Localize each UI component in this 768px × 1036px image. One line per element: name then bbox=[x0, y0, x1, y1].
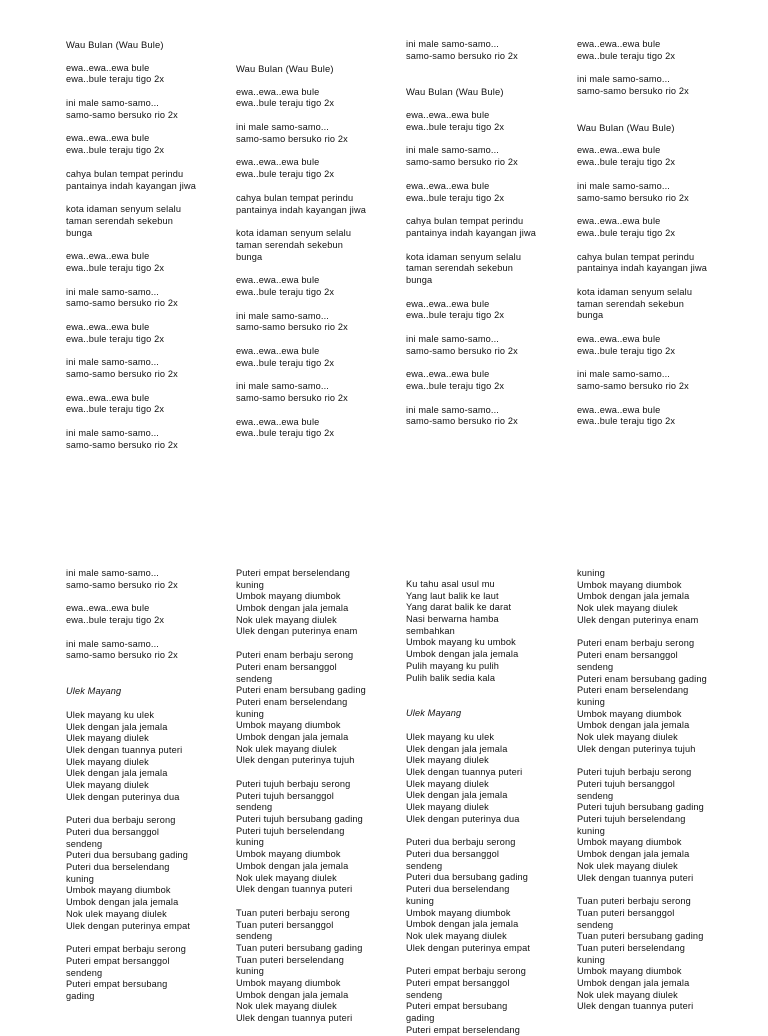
song-title: Wau Bulan (Wau Bule) bbox=[577, 121, 675, 133]
stanza-gap bbox=[66, 381, 232, 393]
lyric-line: samo-samo bersuko rio 2x bbox=[577, 192, 689, 203]
lyric-line: Puteri empat bersubang bbox=[406, 1001, 508, 1012]
stanza-gap bbox=[236, 145, 402, 157]
lyric-line: ewa..bule teraju tigo 2x bbox=[406, 310, 505, 321]
lyric-line: Umbok mayang diumbok bbox=[236, 720, 341, 731]
lyric-line: Nok ulek mayang diulek bbox=[577, 989, 678, 1000]
lyric-line: pantainya indah kayangan jiwa bbox=[577, 263, 708, 274]
lyric-line: taman serendah sekebun bbox=[406, 263, 513, 274]
stanza-gap bbox=[406, 684, 572, 696]
lyric-line: gading bbox=[406, 1013, 435, 1023]
lyric-line: samo-samo bersuko rio 2x bbox=[66, 369, 178, 380]
lyric-line: ewa..ewa..ewa bule bbox=[577, 145, 661, 156]
lyric-line: Puteri dua berbaju serong bbox=[66, 815, 176, 826]
lyric-line: Ulek dengan puterinya tujuh bbox=[577, 743, 696, 754]
stanza-gap bbox=[406, 954, 572, 966]
lyric-line: Ulek dengan tuannya puteri bbox=[236, 1013, 353, 1024]
lyric-line: Puteri empat bersanggol bbox=[66, 955, 170, 966]
lyric-line: cahya bulan tempat perindu bbox=[236, 192, 354, 203]
lyric-line: ewa..ewa..ewa bule bbox=[66, 251, 150, 262]
stanza-gap bbox=[577, 133, 743, 145]
top-column-4 bbox=[577, 39, 743, 428]
lyric-line: ewa..ewa..ewa bule bbox=[236, 157, 320, 168]
lyric-line: bunga bbox=[236, 251, 263, 262]
lyric-line: Nok ulek mayang diulek bbox=[66, 908, 167, 919]
stanza-gap bbox=[406, 287, 572, 299]
lyric-line: Ulek dengan jala jemala bbox=[406, 790, 508, 801]
lyric-line: ewa..bule teraju tigo 2x bbox=[406, 121, 505, 132]
lyric-line: sendeng bbox=[406, 860, 443, 871]
lyric-line: Puteri dua bersanggol bbox=[66, 827, 160, 837]
lyric-line: Puteri enam berselendang bbox=[577, 685, 689, 696]
lyric-line: Tuan puteri bersubang gading bbox=[236, 942, 363, 953]
lyric-line: Umbok dengan jala jemala bbox=[577, 720, 690, 731]
lyric-line: samo-samo bersuko rio 2x bbox=[406, 345, 518, 356]
lyric-line: Umbok dengan jala jemala bbox=[577, 849, 690, 860]
lyric-line: Ulek dengan tuannya puteri bbox=[406, 766, 523, 777]
lyric-line: ini male samo-samo... bbox=[236, 122, 330, 133]
lyric-line: Umbok dengan jala jemala bbox=[236, 989, 349, 1000]
lyric-line: samo-samo bersuko rio 2x bbox=[577, 86, 689, 97]
lyric-line: Tuan puteri berselendang bbox=[577, 942, 685, 953]
lyric-line: Nok ulek mayang diulek bbox=[236, 614, 337, 625]
stanza-gap bbox=[66, 275, 232, 287]
stanza-gap bbox=[406, 720, 572, 732]
lyric-line: Ulek dengan tuannya puteri bbox=[236, 884, 353, 895]
lyric-line: pantainya indah kayangan jiwa bbox=[66, 180, 197, 191]
stanza-gap bbox=[66, 86, 232, 98]
lyric-line: Ulek dengan puterinya empat bbox=[66, 920, 191, 931]
stanza-gap bbox=[66, 591, 232, 603]
stanza-gap bbox=[406, 696, 572, 708]
stanza-gap bbox=[66, 698, 232, 710]
lyric-line: kuning bbox=[66, 873, 94, 884]
song-title: Wau Bulan (Wau Bule) bbox=[236, 63, 334, 74]
stanza-gap bbox=[66, 239, 232, 251]
song-title: Wau Bulan (Wau Bule) bbox=[406, 86, 504, 98]
lyric-line: Yang laut balik ke laut bbox=[406, 590, 499, 601]
lyric-line: ini male samo-samo... bbox=[577, 180, 671, 191]
lyric-line: Puteri tujuh berbaju serong bbox=[577, 767, 692, 778]
lyric-line: ewa..bule teraju tigo 2x bbox=[406, 381, 505, 392]
lyric-line: Umbok dengan jala jemala bbox=[406, 919, 519, 930]
lyric-line: kuning bbox=[236, 708, 264, 719]
lyric-line: ini male samo-samo... bbox=[66, 638, 160, 649]
lyric-line: ewa..ewa..ewa bule bbox=[406, 298, 490, 309]
lyric-line: Pulih mayang ku pulih bbox=[406, 660, 500, 671]
lyric-line: ewa..bule teraju tigo 2x bbox=[236, 357, 335, 368]
stanza-gap bbox=[577, 884, 743, 896]
lyric-line: Ulek mayang ku ulek bbox=[406, 731, 495, 742]
lyric-line: Umbok dengan jala jemala bbox=[66, 897, 179, 908]
lyric-line: Puteri empat berselendang bbox=[406, 1024, 521, 1035]
lyric-line: Ulek dengan puterinya enam bbox=[236, 626, 358, 637]
stanza-gap bbox=[406, 74, 572, 86]
lyric-line: Ulek dengan puterinya dua bbox=[66, 791, 180, 802]
stanza-gap bbox=[66, 662, 232, 674]
stanza-gap bbox=[577, 62, 743, 74]
lyric-line: ewa..bule teraju tigo 2x bbox=[66, 404, 165, 415]
lyric-line: ewa..ewa..ewa bule bbox=[66, 133, 150, 144]
lyric-line: ewa..bule teraju tigo 2x bbox=[577, 50, 676, 61]
stanza-gap bbox=[577, 322, 743, 334]
lyric-line: Tuan puteri bersanggol bbox=[577, 907, 675, 918]
lyric-line: Puteri tujuh bersubang gading bbox=[236, 814, 363, 825]
lyric-line: Ku tahu asal usul mu bbox=[406, 579, 495, 589]
lyric-line: bunga bbox=[577, 310, 604, 321]
lyric-line: Tuan puteri bersubang gading bbox=[577, 931, 704, 942]
lyric-line: samo-samo bersuko rio 2x bbox=[406, 50, 518, 61]
lyric-line: Puteri dua bersubang gading bbox=[406, 872, 529, 883]
lyric-line: ini male samo-samo... bbox=[236, 381, 330, 392]
lyric-line: ini male samo-samo... bbox=[66, 428, 160, 439]
stanza-gap bbox=[406, 357, 572, 369]
stanza-gap bbox=[577, 204, 743, 216]
stanza-gap bbox=[236, 263, 402, 275]
lyric-line: Ulek mayang diulek bbox=[406, 802, 489, 812]
lyric-line: ewa..bule teraju tigo 2x bbox=[66, 333, 165, 344]
stanza-gap bbox=[66, 51, 232, 63]
lyric-line: Puteri tujuh berselendang bbox=[577, 814, 686, 825]
lyric-line: Tuan puteri bersanggol bbox=[236, 919, 334, 930]
lyric-line: Puteri empat berbaju serong bbox=[406, 966, 526, 977]
lyric-line: Umbok mayang diumbok bbox=[406, 907, 511, 918]
lyric-line: Tuan puteri berbaju serong bbox=[236, 907, 350, 918]
lyric-line: Umbok mayang diumbok bbox=[577, 966, 682, 977]
lyric-line: samo-samo bersuko rio 2x bbox=[66, 109, 178, 120]
lyric-line: Nasi berwarna hamba bbox=[406, 614, 499, 625]
bottom-column-4 bbox=[577, 568, 743, 1013]
lyric-line: ewa..bule teraju tigo 2x bbox=[577, 157, 676, 168]
lyric-line: Puteri enam bersubang gading bbox=[577, 673, 707, 684]
lyric-line: Yang darat balik ke darat bbox=[406, 602, 512, 613]
lyric-line: Puteri tujuh bersanggol bbox=[236, 790, 334, 801]
lyric-line: samo-samo bersuko rio 2x bbox=[66, 650, 178, 661]
lyric-line: ewa..ewa..ewa bule bbox=[66, 62, 150, 73]
lyric-line: ewa..ewa..ewa bule bbox=[66, 392, 150, 403]
lyric-line: ini male samo-samo... bbox=[577, 74, 671, 85]
lyric-line: kota idaman senyum selalu bbox=[66, 204, 182, 215]
lyric-line: sendeng bbox=[236, 931, 273, 942]
lyric-line: kuning bbox=[577, 825, 605, 836]
stanza-gap bbox=[66, 932, 232, 944]
stanza-gap bbox=[577, 393, 743, 405]
lyric-line: Puteri enam berbaju serong bbox=[236, 650, 354, 661]
lyric-line: kuning bbox=[577, 696, 605, 707]
lyric-line: ewa..bule teraju tigo 2x bbox=[66, 262, 165, 273]
stanza-gap bbox=[406, 133, 572, 145]
lyric-line: Ulek dengan jala jemala bbox=[66, 768, 168, 779]
lyric-line: ewa..ewa..ewa bule bbox=[236, 346, 320, 356]
lyric-line: Nok ulek mayang diulek bbox=[236, 1001, 337, 1012]
lyric-line: gading bbox=[66, 990, 95, 1001]
lyric-line: ewa..ewa..ewa bule bbox=[577, 404, 661, 415]
stanza-gap bbox=[236, 369, 402, 381]
lyric-line: ewa..bule teraju tigo 2x bbox=[66, 145, 165, 156]
bottom-column-2 bbox=[236, 568, 402, 1025]
stanza-gap bbox=[406, 62, 572, 74]
lyric-line: Puteri enam bersubang gading bbox=[236, 685, 366, 696]
lyric-line: Umbok mayang diumbok bbox=[577, 579, 682, 590]
stanza-gap bbox=[236, 181, 402, 193]
lyric-line: ini male samo-samo... bbox=[66, 286, 160, 297]
stanza-gap bbox=[66, 310, 232, 322]
lyric-line: sendeng bbox=[577, 919, 614, 930]
lyric-line: Umbok dengan jala jemala bbox=[236, 860, 349, 871]
lyric-line: Puteri enam bersanggol bbox=[577, 650, 678, 661]
lyric-line: ewa..bule teraju tigo 2x bbox=[236, 428, 335, 439]
lyric-line: Puteri empat berselendang bbox=[236, 568, 351, 578]
lyric-line: ewa..ewa..ewa bule bbox=[577, 216, 661, 227]
lyric-line: Ulek dengan tuannya puteri bbox=[577, 872, 694, 883]
lyric-line: ewa..bule teraju tigo 2x bbox=[577, 227, 676, 238]
lyric-line: kuning bbox=[406, 895, 434, 906]
lyric-line: ewa..ewa..ewa bule bbox=[236, 275, 320, 286]
stanza-gap bbox=[577, 98, 743, 110]
lyric-line: cahya bulan tempat perindu bbox=[406, 216, 524, 227]
lyric-line: ewa..bule teraju tigo 2x bbox=[406, 192, 505, 203]
lyric-line: bunga bbox=[66, 227, 93, 238]
lyric-line: Umbok mayang diumbok bbox=[236, 591, 341, 602]
lyric-line: samo-samo bersuko rio 2x bbox=[236, 133, 348, 144]
stanza-gap bbox=[577, 110, 743, 122]
stanza-gap bbox=[66, 157, 232, 169]
lyric-line: ini male samo-samo... bbox=[66, 98, 160, 109]
song-title: Ulek Mayang bbox=[406, 708, 462, 719]
lyric-line: kuning bbox=[577, 568, 605, 578]
lyric-line: Umbok dengan jala jemala bbox=[236, 731, 349, 742]
lyric-line: Tuan puteri berselendang bbox=[236, 954, 344, 965]
lyric-line: ini male samo-samo... bbox=[66, 357, 160, 368]
lyric-line: ewa..bule teraju tigo 2x bbox=[66, 615, 165, 626]
lyric-line: bunga bbox=[406, 274, 433, 285]
lyric-line: Ulek mayang diulek bbox=[66, 756, 149, 767]
lyric-line: Ulek mayang diulek bbox=[406, 755, 489, 766]
stanza-gap bbox=[236, 896, 402, 908]
lyric-line: taman serendah sekebun bbox=[236, 239, 343, 250]
lyric-line: ewa..bule teraju tigo 2x bbox=[577, 416, 676, 427]
lyric-line: Puteri enam berselendang bbox=[236, 696, 348, 707]
stanza-gap bbox=[406, 98, 572, 110]
stanza-gap bbox=[236, 405, 402, 417]
stanza-gap bbox=[577, 626, 743, 638]
lyric-line: samo-samo bersuko rio 2x bbox=[236, 322, 348, 333]
stanza-gap bbox=[406, 322, 572, 334]
lyric-line: Umbok dengan jala jemala bbox=[406, 649, 519, 660]
lyric-line: Nok ulek mayang diulek bbox=[406, 930, 507, 941]
lyric-line: Umbok mayang diumbok bbox=[577, 708, 682, 719]
stanza-gap bbox=[66, 674, 232, 686]
lyric-line: kota idaman senyum selalu bbox=[577, 286, 693, 297]
lyric-line: Ulek dengan puterinya dua bbox=[406, 813, 520, 824]
lyric-line: samo-samo bersuko rio 2x bbox=[406, 416, 518, 427]
lyric-line: Puteri dua berselendang bbox=[406, 884, 510, 895]
lyric-line: kuning bbox=[577, 954, 605, 965]
lyric-line: Umbok dengan jala jemala bbox=[577, 978, 690, 988]
lyric-line: Puteri empat bersanggol bbox=[406, 977, 510, 988]
lyric-line: Nok ulek mayang diulek bbox=[577, 603, 678, 614]
lyric-line: ini male samo-samo... bbox=[406, 145, 500, 156]
stanza-gap bbox=[236, 299, 402, 311]
lyric-line: Puteri dua bersubang gading bbox=[66, 850, 189, 861]
top-column-2 bbox=[236, 63, 402, 440]
lyric-line: Nok ulek mayang diulek bbox=[577, 860, 678, 871]
lyric-line: sembahkan bbox=[406, 625, 455, 636]
stanza-gap bbox=[406, 393, 572, 405]
lyric-line: ewa..ewa..ewa bule bbox=[406, 110, 490, 121]
stanza-gap bbox=[577, 755, 743, 767]
lyric-line: Ulek dengan puterinya empat bbox=[406, 942, 531, 953]
lyric-line: ini male samo-samo... bbox=[406, 404, 500, 415]
stanza-gap bbox=[66, 192, 232, 204]
lyric-line: Puteri tujuh berbaju serong bbox=[236, 779, 351, 789]
lyric-line: Ulek dengan jala jemala bbox=[66, 721, 168, 732]
lyric-line: Puteri tujuh bersubang gading bbox=[577, 802, 704, 813]
lyric-line: cahya bulan tempat perindu bbox=[66, 168, 184, 179]
lyric-line: pantainya indah kayangan jiwa bbox=[236, 204, 367, 215]
lyric-line: ini male samo-samo... bbox=[577, 369, 671, 380]
lyric-line: Umbok mayang diumbok bbox=[66, 885, 171, 896]
lyric-line: Ulek dengan tuannya puteri bbox=[66, 744, 183, 755]
lyric-line: Ulek dengan puterinya enam bbox=[577, 614, 699, 625]
lyric-line: kuning bbox=[236, 966, 264, 977]
lyric-line: Puteri dua berbaju serong bbox=[406, 837, 516, 848]
lyric-line: sendeng bbox=[406, 989, 443, 1000]
lyric-line: ewa..ewa..ewa bule bbox=[236, 416, 320, 427]
lyric-line: Nok ulek mayang diulek bbox=[236, 743, 337, 754]
lyric-line: ini male samo-samo... bbox=[406, 334, 500, 344]
stanza-gap bbox=[66, 345, 232, 357]
lyric-line: Ulek dengan tuannya puteri bbox=[577, 1001, 694, 1012]
lyric-line: Umbok mayang diumbok bbox=[236, 978, 341, 988]
lyric-line: Puteri enam berbaju serong bbox=[577, 638, 695, 649]
lyric-line: Tuan puteri berbaju serong bbox=[577, 896, 691, 907]
stanza-gap bbox=[66, 416, 232, 428]
top-column-1 bbox=[66, 39, 232, 452]
stanza-gap bbox=[236, 334, 402, 346]
lyric-line: kota idaman senyum selalu bbox=[236, 228, 352, 239]
lyric-line: Umbok dengan jala jemala bbox=[577, 591, 690, 602]
lyric-line: sendeng bbox=[577, 661, 614, 672]
lyric-line: Puteri empat bersubang bbox=[66, 979, 168, 990]
lyric-line: Ulek dengan jala jemala bbox=[406, 743, 508, 754]
lyric-line: ewa..ewa..ewa bule bbox=[577, 334, 661, 344]
stanza-gap bbox=[236, 75, 402, 87]
stanza-gap bbox=[406, 204, 572, 216]
lyric-line: samo-samo bersuko rio 2x bbox=[406, 157, 518, 168]
stanza-gap bbox=[66, 121, 232, 133]
stanza-gap bbox=[66, 627, 232, 639]
lyric-line: Puteri tujuh bersanggol bbox=[577, 779, 675, 789]
stanza-gap bbox=[236, 767, 402, 779]
stanza-gap bbox=[236, 216, 402, 228]
stanza-gap bbox=[406, 169, 572, 181]
stanza-gap bbox=[577, 240, 743, 252]
lyric-line: samo-samo bersuko rio 2x bbox=[66, 298, 178, 309]
lyric-line: samo-samo bersuko rio 2x bbox=[236, 393, 348, 404]
lyric-line: samo-samo bersuko rio 2x bbox=[66, 439, 178, 450]
lyric-line: Ulek dengan puterinya tujuh bbox=[236, 755, 355, 766]
lyric-line: taman serendah sekebun bbox=[66, 215, 173, 226]
lyric-line: Puteri dua berselendang bbox=[66, 862, 170, 873]
lyric-line: ewa..bule teraju tigo 2x bbox=[236, 169, 335, 180]
lyric-line: Umbok mayang diumbok bbox=[236, 849, 341, 860]
lyric-line: Nok ulek mayang diulek bbox=[577, 731, 678, 742]
lyric-line: ini male samo-samo... bbox=[66, 568, 160, 578]
lyric-line: sendeng bbox=[577, 790, 614, 801]
stanza-gap bbox=[406, 825, 572, 837]
lyric-line: ewa..ewa..ewa bule bbox=[406, 369, 490, 380]
lyric-line: ewa..ewa..ewa bule bbox=[66, 603, 150, 614]
stanza-gap bbox=[236, 638, 402, 650]
lyric-line: Umbok dengan jala jemala bbox=[236, 603, 349, 614]
stanza-gap bbox=[66, 803, 232, 815]
bottom-column-3 bbox=[406, 579, 572, 1036]
lyric-line: Pulih balik sedia kala bbox=[406, 672, 496, 683]
song-title: Ulek Mayang bbox=[66, 686, 122, 697]
top-column-3 bbox=[406, 39, 572, 428]
lyric-line: ini male samo-samo... bbox=[406, 39, 500, 49]
lyric-line: pantainya indah kayangan jiwa bbox=[406, 227, 537, 238]
lyric-line: kuning bbox=[236, 837, 264, 848]
stanza-gap bbox=[577, 275, 743, 287]
lyric-line: ewa..bule teraju tigo 2x bbox=[577, 345, 676, 356]
lyric-line: Puteri dua bersanggol bbox=[406, 849, 500, 860]
lyric-line: ewa..ewa..ewa bule bbox=[406, 180, 490, 191]
bottom-column-1 bbox=[66, 568, 232, 1003]
lyric-line: Puteri enam bersanggol bbox=[236, 661, 337, 672]
lyric-line: Ulek mayang ku ulek bbox=[66, 709, 155, 720]
lyric-line: Nok ulek mayang diulek bbox=[236, 872, 337, 883]
lyric-line: Puteri tujuh berselendang bbox=[236, 825, 345, 836]
lyric-line: sendeng bbox=[236, 802, 273, 813]
lyric-line: ini male samo-samo... bbox=[236, 310, 330, 321]
lyric-line: Puteri empat berbaju serong bbox=[66, 944, 186, 955]
stanza-gap bbox=[577, 357, 743, 369]
stanza-gap bbox=[406, 240, 572, 252]
lyric-line: cahya bulan tempat perindu bbox=[577, 251, 695, 262]
lyric-line: ewa..bule teraju tigo 2x bbox=[236, 98, 335, 109]
lyric-line: sendeng bbox=[236, 673, 273, 684]
lyric-line: Umbok mayang ku umbok bbox=[406, 637, 516, 648]
lyric-line: Ulek mayang diulek bbox=[66, 779, 149, 790]
lyric-line: ewa..bule teraju tigo 2x bbox=[236, 286, 335, 297]
lyric-line: ewa..bule teraju tigo 2x bbox=[66, 74, 165, 85]
stanza-gap bbox=[577, 169, 743, 181]
lyric-line: Ulek mayang diulek bbox=[406, 778, 489, 789]
lyric-line: samo-samo bersuko rio 2x bbox=[66, 579, 178, 590]
lyric-line: ewa..ewa..ewa bule bbox=[577, 39, 661, 49]
lyric-line: Ulek mayang diulek bbox=[66, 733, 149, 744]
stanza-gap bbox=[236, 110, 402, 122]
lyric-line: kuning bbox=[236, 579, 264, 590]
song-title: Wau Bulan (Wau Bule) bbox=[66, 39, 164, 50]
lyric-line: Umbok mayang diumbok bbox=[577, 837, 682, 848]
lyric-line: sendeng bbox=[66, 838, 103, 849]
lyric-line: ewa..ewa..ewa bule bbox=[236, 86, 320, 97]
lyric-line: samo-samo bersuko rio 2x bbox=[577, 381, 689, 392]
lyric-line: sendeng bbox=[66, 967, 103, 978]
lyric-line: kota idaman senyum selalu bbox=[406, 251, 522, 262]
lyric-line: taman serendah sekebun bbox=[577, 298, 684, 309]
lyric-line: ewa..ewa..ewa bule bbox=[66, 322, 150, 332]
